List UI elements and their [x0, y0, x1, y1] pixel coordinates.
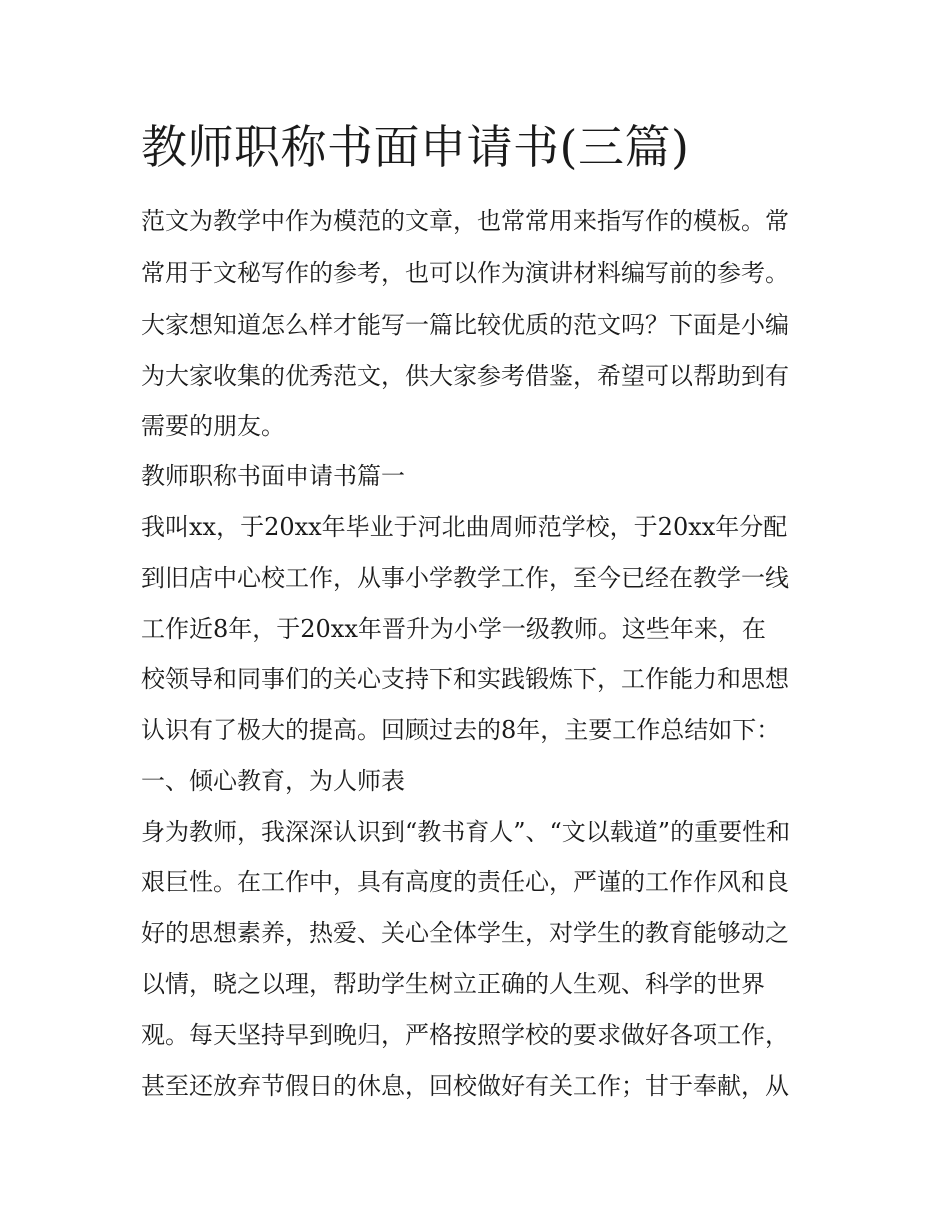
section-heading: 一、倾心教育，为人师表 — [141, 767, 405, 795]
paragraph-line: 认识有了极大的提高。回顾过去的8年，主要工作总结如下： — [141, 716, 781, 744]
paragraph-line: 甚至还放弃节假日的休息，回校做好有关工作；甘于奉献，从 — [141, 1072, 789, 1100]
document-title: 教师职称书面申请书(三篇) — [141, 120, 690, 174]
paragraph-line: 我叫xx，于20xx年毕业于河北曲周师范学校，于20xx年分配 — [141, 513, 788, 541]
paragraph-line: 到旧店中心校工作，从事小学教学工作，至今已经在教学一线 — [141, 564, 789, 592]
paragraph-line: 为大家收集的优秀范文，供大家参考借鉴，希望可以帮助到有 — [141, 362, 789, 390]
paragraph-line: 工作近8年，于20xx年晋升为小学一级教师。这些年来，在 — [141, 615, 766, 643]
paragraph-line: 大家想知道怎么样才能写一篇比较优质的范文吗？下面是小编 — [141, 311, 789, 339]
paragraph-line: 校领导和同事们的关心支持下和实践锻炼下，工作能力和思想 — [141, 665, 789, 693]
paragraph-line: 需要的朋友。 — [141, 412, 285, 440]
paragraph-line: 范文为教学中作为模范的文章，也常常用来指写作的模板。常 — [141, 207, 789, 235]
paragraph-line: 以情，晓之以理，帮助学生树立正确的人生观、科学的世界 — [141, 970, 765, 998]
paragraph-line: 好的思想素养，热爱、关心全体学生，对学生的教育能够动之 — [141, 919, 789, 947]
paragraph-line: 艰巨性。在工作中，具有高度的责任心，严谨的工作作风和良 — [141, 868, 789, 896]
paragraph-line: 观。每天坚持早到晚归，严格按照学校的要求做好各项工作， — [141, 1021, 789, 1049]
paragraph-line: 身为教师，我深深认识到“教书育人”、“文以载道”的重要性和 — [141, 818, 791, 846]
section-heading: 教师职称书面申请书篇一 — [141, 462, 405, 490]
paragraph-line: 常用于文秘写作的参考，也可以作为演讲材料编写前的参考。 — [141, 259, 789, 287]
